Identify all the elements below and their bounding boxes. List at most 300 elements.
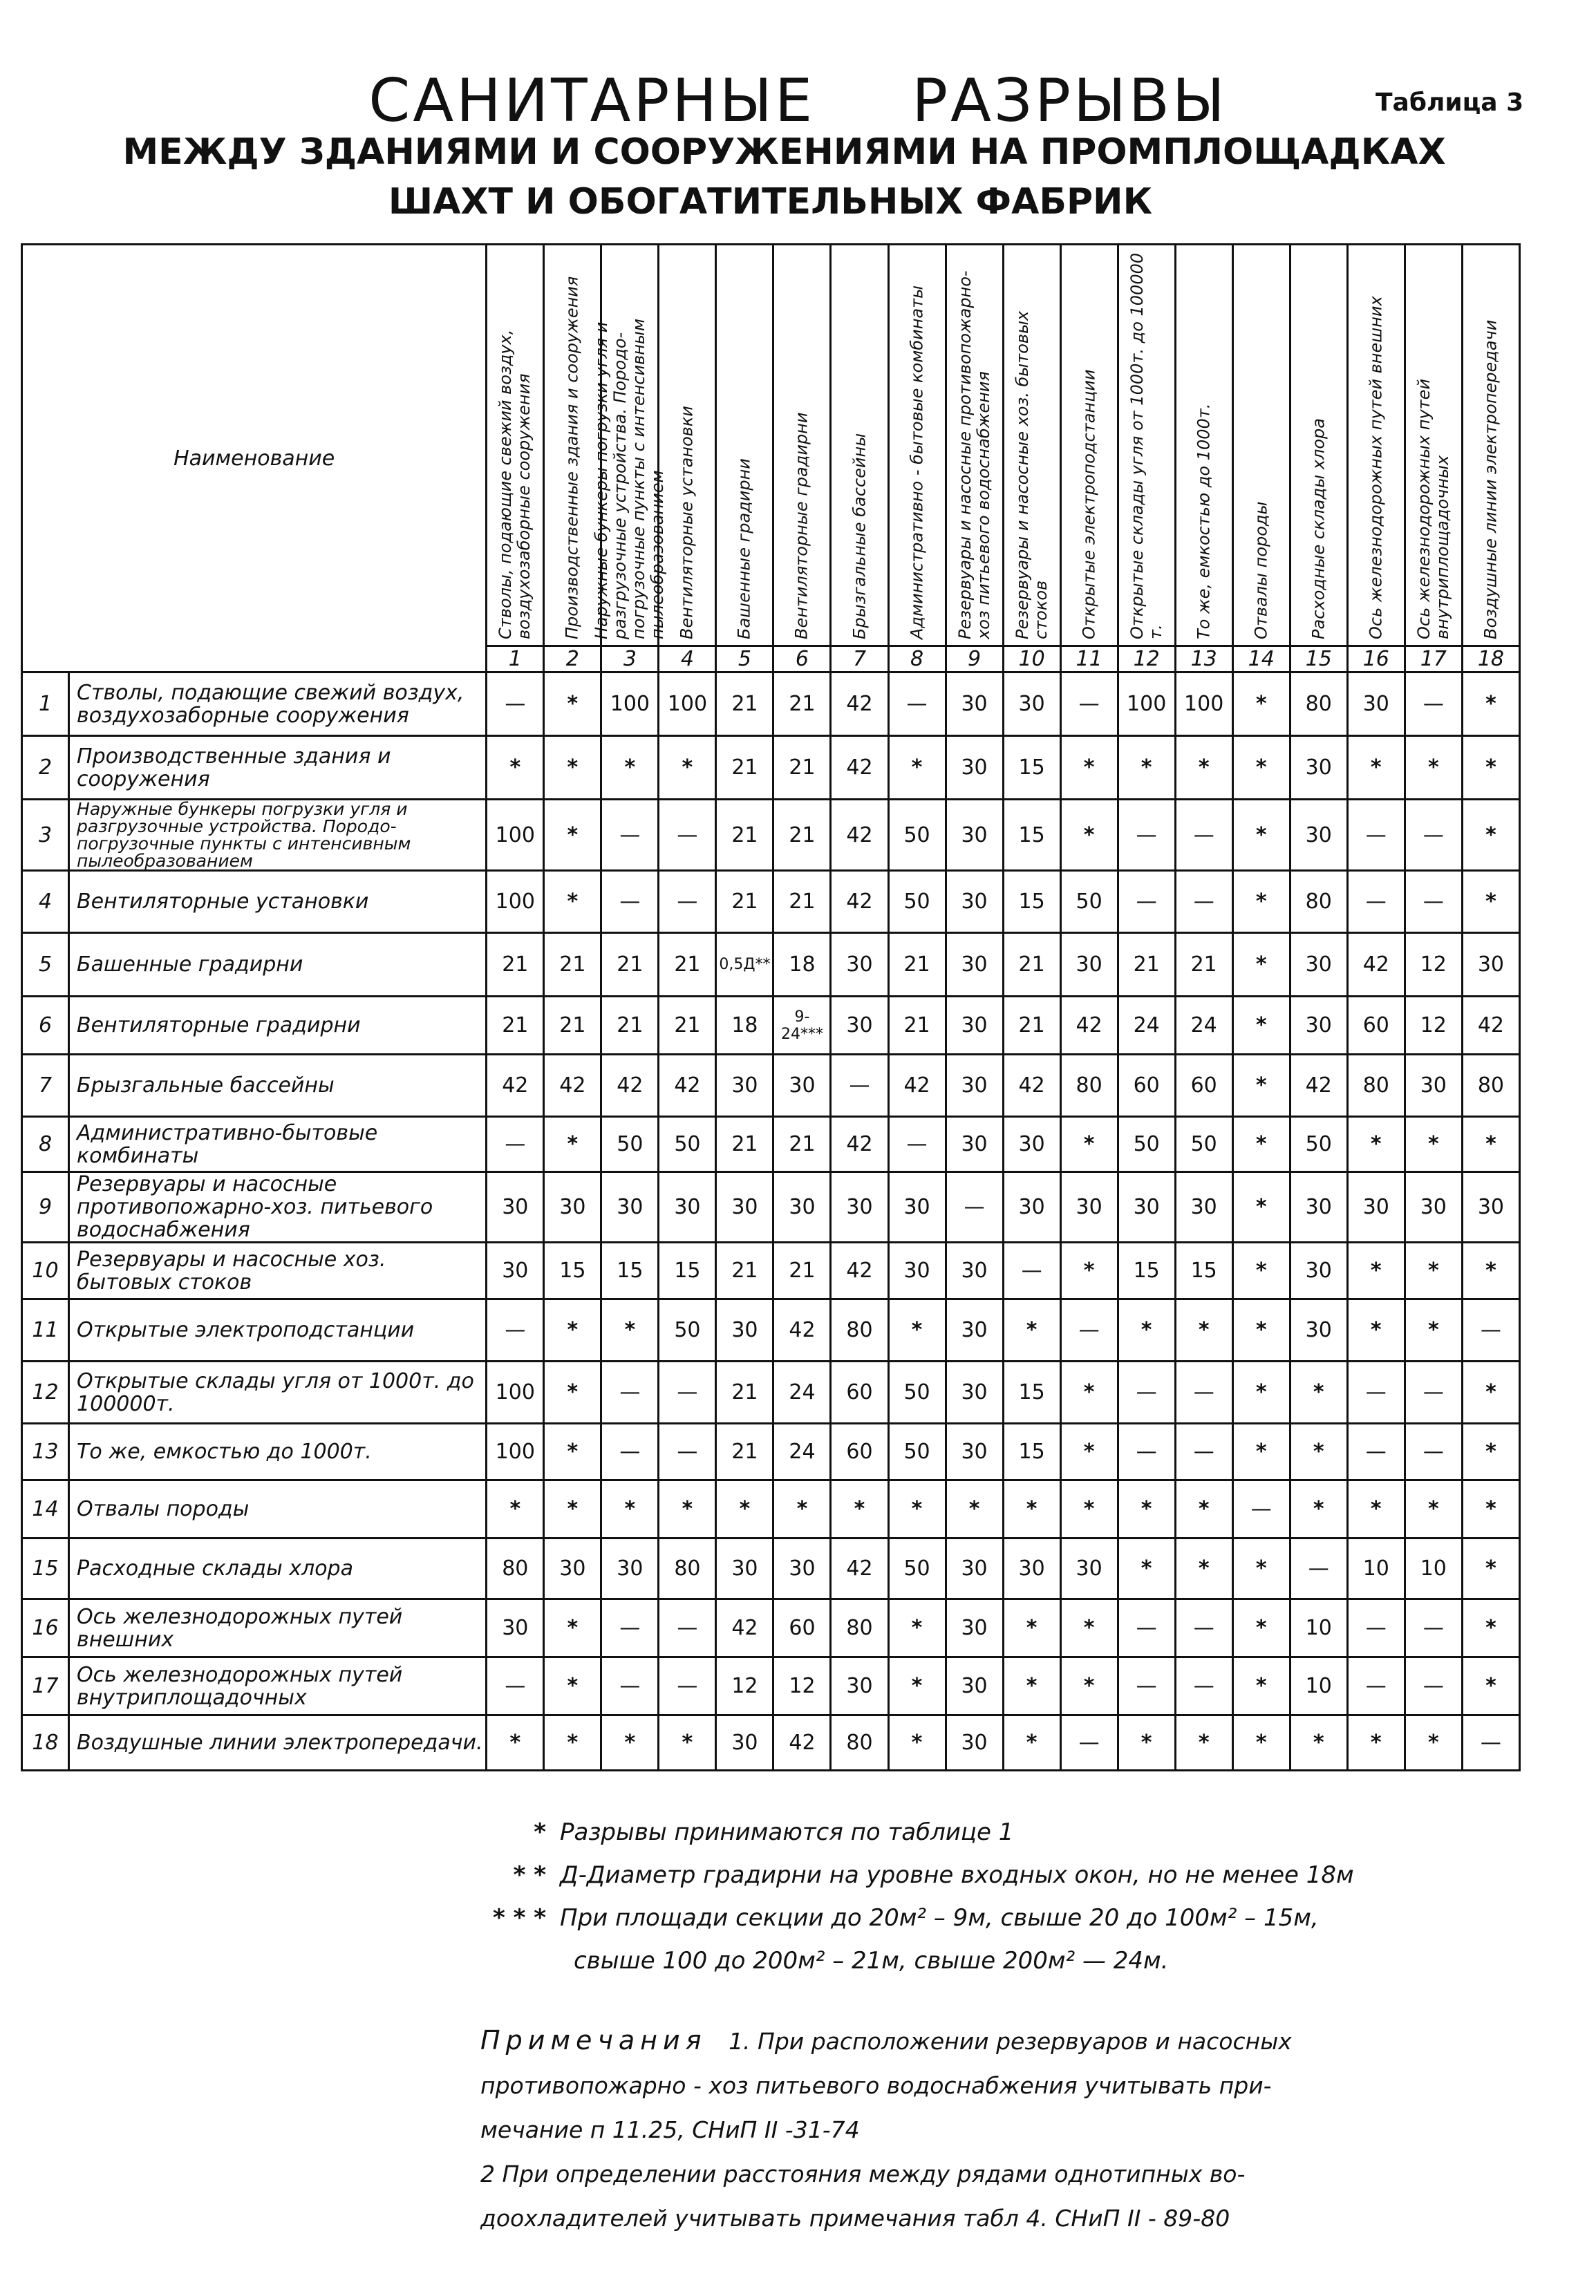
row-name: Брызгальные бассейны <box>69 1055 487 1117</box>
column-header-label: Вентиляторные установки <box>677 406 697 639</box>
table-cell: * <box>888 1715 946 1771</box>
table-cell: * <box>1060 1657 1118 1715</box>
table-cell: * <box>1118 1715 1175 1771</box>
table-cell: — <box>1405 871 1462 933</box>
column-header-label: Резервуары и насосные противопожарно-хоз питьевого водоснабжения <box>955 270 993 639</box>
table-cell: — <box>659 1657 716 1715</box>
table-cell: 30 <box>1290 1299 1347 1362</box>
table-cell: 30 <box>946 1362 1003 1424</box>
table-cell: 42 <box>831 1538 888 1599</box>
column-header-label: Башенные градирни <box>734 458 754 639</box>
table-cell: 21 <box>716 871 773 933</box>
table-cell: 42 <box>831 672 888 736</box>
table-cell: 50 <box>1175 1117 1232 1172</box>
column-number: 16 <box>1347 646 1405 672</box>
table-cell: * <box>1118 1299 1175 1362</box>
row-name: Отвалы породы <box>69 1480 487 1538</box>
remark-line-2: противопожарно - хоз питьевого водоснабжения учитывать при- <box>480 2072 1272 2099</box>
table-cell: * <box>1003 1480 1060 1538</box>
column-number: 12 <box>1118 646 1175 672</box>
table-cell: * <box>659 736 716 800</box>
table-cell: — <box>1462 1715 1519 1771</box>
table-cell: 30 <box>1462 1172 1519 1243</box>
table-cell: * <box>1232 1299 1290 1362</box>
column-header-label: Резервуары и насосные хоз. бытовых стоков <box>1012 310 1051 639</box>
table-cell: 24 <box>1175 997 1232 1055</box>
table-cell: 30 <box>1060 933 1118 997</box>
distance-table <box>21 243 1521 1771</box>
table-cell: — <box>1290 1538 1347 1599</box>
table-cell: * <box>659 1480 716 1538</box>
footnote <box>477 1939 1354 1982</box>
table-cell: 10 <box>1347 1538 1405 1599</box>
table-cell: 30 <box>946 1299 1003 1362</box>
table-cell: 42 <box>831 736 888 800</box>
table-cell: 100 <box>1175 672 1232 736</box>
table-cell: — <box>1405 1657 1462 1715</box>
column-header-label: Административно - бытовые комбинаты <box>907 285 927 639</box>
table-cell: — <box>1347 1599 1405 1657</box>
table-cell: 21 <box>773 736 831 800</box>
column-header-7 <box>831 245 888 646</box>
table-cell: * <box>1232 1362 1290 1424</box>
row-number: 9 <box>22 1172 69 1243</box>
table-cell: * <box>544 1657 601 1715</box>
table-cell: 30 <box>1347 1172 1405 1243</box>
row-number: 12 <box>22 1362 69 1424</box>
table-cell: 15 <box>601 1243 659 1299</box>
table-cell: 30 <box>716 1299 773 1362</box>
table-cell: 60 <box>773 1599 831 1657</box>
table-cell: — <box>1347 800 1405 871</box>
table-cell: — <box>487 1657 544 1715</box>
table-cell: 21 <box>1118 933 1175 997</box>
table-cell: 50 <box>659 1299 716 1362</box>
row-name: То же, емкостью до 1000т. <box>69 1424 487 1480</box>
table-cell: 42 <box>773 1715 831 1771</box>
table-row <box>22 1480 1520 1538</box>
row-name: Открытые склады угля от 1000т. до 100000т. <box>69 1362 487 1424</box>
row-name: Административно-бытовые комбинаты <box>69 1117 487 1172</box>
table-cell: 21 <box>716 1243 773 1299</box>
table-cell: * <box>544 871 601 933</box>
table-cell: 15 <box>544 1243 601 1299</box>
table-cell: 42 <box>659 1055 716 1117</box>
column-header-16 <box>1347 245 1405 646</box>
table-cell: 60 <box>1347 997 1405 1055</box>
table-cell: 21 <box>487 933 544 997</box>
table-cell: * <box>1232 1715 1290 1771</box>
table-cell: * <box>544 1299 601 1362</box>
row-number: 5 <box>22 933 69 997</box>
footnotes <box>477 1811 1354 1982</box>
table-cell: * <box>1175 1715 1232 1771</box>
table-cell: 0,5Д** <box>716 933 773 997</box>
table-cell: — <box>659 871 716 933</box>
column-header-3 <box>592 245 668 646</box>
table-cell: * <box>1232 1599 1290 1657</box>
table-cell: 21 <box>659 997 716 1055</box>
row-number: 18 <box>22 1715 69 1771</box>
table-cell: 42 <box>888 1055 946 1117</box>
table-cell: 30 <box>487 1243 544 1299</box>
table-cell: 30 <box>946 1243 1003 1299</box>
row-number: 8 <box>22 1117 69 1172</box>
table-cell: * <box>1232 672 1290 736</box>
table-cell: 21 <box>716 1424 773 1480</box>
table-row <box>22 736 1520 800</box>
table-cell: 80 <box>1060 1055 1118 1117</box>
table-cell: 42 <box>601 1055 659 1117</box>
table-cell: * <box>1405 1243 1462 1299</box>
table-cell: * <box>1290 1480 1347 1538</box>
table-cell: * <box>487 1715 544 1771</box>
table-cell: * <box>1405 1117 1462 1172</box>
table-cell: * <box>773 1480 831 1538</box>
table-cell: 42 <box>831 1117 888 1172</box>
table-cell: 30 <box>946 1657 1003 1715</box>
column-header-label: Воздушные линии электропередачи <box>1481 319 1501 639</box>
table-cell: * <box>1232 1424 1290 1480</box>
table-cell: 50 <box>888 1362 946 1424</box>
row-number: 2 <box>22 736 69 800</box>
table-cell: * <box>1347 1117 1405 1172</box>
column-header-label: Ось железнодорожных путей внешних <box>1366 296 1386 639</box>
remarks <box>480 2018 1351 2241</box>
table-cell: * <box>544 672 601 736</box>
table-cell: — <box>1060 1299 1118 1362</box>
table-cell: 42 <box>487 1055 544 1117</box>
table-cell: 100 <box>1118 672 1175 736</box>
table-cell: — <box>1405 1362 1462 1424</box>
table-cell: — <box>1232 1480 1290 1538</box>
table-cell: 30 <box>1405 1172 1462 1243</box>
row-number: 4 <box>22 871 69 933</box>
table-cell: 10 <box>1405 1538 1462 1599</box>
table-cell: 30 <box>601 1172 659 1243</box>
table-cell: * <box>1118 736 1175 800</box>
table-cell: 42 <box>716 1599 773 1657</box>
table-cell: 21 <box>888 933 946 997</box>
table-cell: 21 <box>1003 933 1060 997</box>
table-cell: 80 <box>659 1538 716 1599</box>
table-cell: * <box>1003 1657 1060 1715</box>
table-cell: 42 <box>773 1299 831 1362</box>
table-cell: 12 <box>773 1657 831 1715</box>
footnote-marker: * * * <box>492 1904 546 1932</box>
table-cell: 80 <box>1462 1055 1519 1117</box>
table-cell: 30 <box>1405 1055 1462 1117</box>
table-row <box>22 1243 1520 1299</box>
table-cell: 60 <box>831 1362 888 1424</box>
table-cell: 30 <box>946 1424 1003 1480</box>
table-cell: 30 <box>773 1055 831 1117</box>
table-cell: 30 <box>1290 1243 1347 1299</box>
table-cell: — <box>659 800 716 871</box>
table-cell: * <box>1405 1715 1462 1771</box>
table-cell: * <box>1405 736 1462 800</box>
table-cell: * <box>1232 871 1290 933</box>
table-cell: 30 <box>544 1172 601 1243</box>
table-cell: 80 <box>831 1299 888 1362</box>
table-cell: * <box>888 736 946 800</box>
table-cell: 42 <box>831 871 888 933</box>
table-cell: * <box>487 736 544 800</box>
table-cell: 80 <box>1347 1055 1405 1117</box>
table-cell: 21 <box>659 933 716 997</box>
table-cell: 30 <box>946 1538 1003 1599</box>
table-cell: — <box>1060 672 1118 736</box>
subtitle-line-1: МЕЖДУ ЗДАНИЯМИ И СООРУЖЕНИЯМИ НА ПРОМПЛОЩАДКАХ <box>122 131 1446 173</box>
table-cell: 30 <box>716 1172 773 1243</box>
table-cell: — <box>601 800 659 871</box>
table-cell: 50 <box>888 800 946 871</box>
table-cell: * <box>1462 1538 1519 1599</box>
table-cell: 42 <box>1347 933 1405 997</box>
row-name: Башенные градирни <box>69 933 487 997</box>
table-cell: 12 <box>1405 933 1462 997</box>
table-cell: * <box>1347 736 1405 800</box>
table-cell: — <box>1175 800 1232 871</box>
table-cell: * <box>946 1480 1003 1538</box>
column-number: 13 <box>1175 646 1232 672</box>
table-cell: * <box>601 1480 659 1538</box>
table-cell: 30 <box>831 1172 888 1243</box>
table-row <box>22 997 1520 1055</box>
table-cell: 30 <box>1347 672 1405 736</box>
table-cell: 30 <box>946 736 1003 800</box>
row-number: 17 <box>22 1657 69 1715</box>
table-cell: 50 <box>659 1117 716 1172</box>
table-cell: 21 <box>773 871 831 933</box>
table-cell: 30 <box>487 1599 544 1657</box>
table-cell: — <box>1175 1657 1232 1715</box>
row-name: Открытые электроподстанции <box>69 1299 487 1362</box>
row-number: 15 <box>22 1538 69 1599</box>
footnote-text: свыше 100 до 200м² – 21м, свыше 200м² — 24м. <box>574 1947 1169 1975</box>
name-column-header: Наименование <box>22 245 487 672</box>
table-cell: — <box>601 1362 659 1424</box>
table-cell: 18 <box>773 933 831 997</box>
table-cell: 12 <box>716 1657 773 1715</box>
table-cell: 30 <box>946 997 1003 1055</box>
table-cell: — <box>1118 800 1175 871</box>
table-cell: * <box>1175 736 1232 800</box>
column-number: 15 <box>1290 646 1347 672</box>
table-cell: 80 <box>487 1538 544 1599</box>
table-cell: * <box>544 1715 601 1771</box>
table-cell: * <box>1175 1538 1232 1599</box>
table-cell: 30 <box>1060 1172 1118 1243</box>
table-row <box>22 1299 1520 1362</box>
table-cell: 24 <box>773 1362 831 1424</box>
table-cell: 60 <box>1118 1055 1175 1117</box>
table-cell: * <box>1232 1055 1290 1117</box>
table-cell: 30 <box>1290 997 1347 1055</box>
row-name: Ось железнодорожных путей внутриплощадочных <box>69 1657 487 1715</box>
table-cell: * <box>601 736 659 800</box>
column-header-label: Ось железнодорожных путей внутриплощадочных <box>1414 378 1452 639</box>
table-cell: 21 <box>888 997 946 1055</box>
table-cell: * <box>831 1480 888 1538</box>
column-header-label: Расходные склады хлора <box>1308 418 1329 639</box>
table-cell: — <box>1347 1657 1405 1715</box>
page-title <box>0 66 1596 135</box>
table-cell: * <box>1405 1480 1462 1538</box>
column-header-12 <box>1118 245 1175 646</box>
table-cell: 15 <box>659 1243 716 1299</box>
table-cell: * <box>1462 1117 1519 1172</box>
table-cell: 30 <box>946 1599 1003 1657</box>
table-cell: 100 <box>601 672 659 736</box>
row-name: Стволы, подающие свежий воздух, воздухозаборные сооружения <box>69 672 487 736</box>
table-cell: 42 <box>1003 1055 1060 1117</box>
row-name: Вентиляторные градирни <box>69 997 487 1055</box>
table-cell: 100 <box>487 1362 544 1424</box>
table-row <box>22 1599 1520 1657</box>
column-header-4 <box>659 245 716 646</box>
row-name: Воздушные линии электропередачи. <box>69 1715 487 1771</box>
column-header-label: Отвалы породы <box>1251 501 1271 639</box>
table-cell: * <box>1232 1538 1290 1599</box>
table-row <box>22 1172 1520 1243</box>
row-name: Наружные бункеры погрузки угля и разгрузочные устройства. Породо-погрузочные пункты с интенсивным пылеобразованием <box>69 800 487 871</box>
column-header-5 <box>716 245 773 646</box>
column-number: 1 <box>487 646 544 672</box>
remark-line-1: 1. При расположении резервуаров и насосных <box>729 2028 1292 2055</box>
table-cell: 30 <box>1003 672 1060 736</box>
table-cell: * <box>1232 1172 1290 1243</box>
column-header-label: Открытые электроподстанции <box>1079 369 1099 639</box>
table-cell: 24 <box>773 1424 831 1480</box>
table-row <box>22 1117 1520 1172</box>
table-cell: 30 <box>946 933 1003 997</box>
column-header-label: Стволы, подающие свежий воздух, воздухозаборные сооружения <box>496 329 534 639</box>
table-cell: * <box>1175 1299 1232 1362</box>
footnote-text: Д-Диаметр градирни на уровне входных окон, но не менее 18м <box>560 1861 1354 1889</box>
table-cell: 100 <box>487 871 544 933</box>
table-row <box>22 1055 1520 1117</box>
table-cell: — <box>888 1117 946 1172</box>
table-cell: * <box>1118 1480 1175 1538</box>
table-cell: * <box>1060 1480 1118 1538</box>
table-cell: 30 <box>946 800 1003 871</box>
table-cell: 30 <box>888 1243 946 1299</box>
column-header-8 <box>888 245 946 646</box>
table-cell: 30 <box>888 1172 946 1243</box>
table-cell: 15 <box>1003 800 1060 871</box>
table-cell: — <box>1462 1299 1519 1362</box>
table-cell: — <box>1175 1599 1232 1657</box>
table-cell: 50 <box>888 1424 946 1480</box>
table-cell: * <box>1462 871 1519 933</box>
table-label: Таблица 3 <box>1376 88 1524 117</box>
row-number: 16 <box>22 1599 69 1657</box>
table-cell: — <box>1118 1599 1175 1657</box>
table-cell: — <box>659 1362 716 1424</box>
table-cell: * <box>544 1599 601 1657</box>
table-cell: — <box>1118 871 1175 933</box>
column-header-10 <box>1003 245 1060 646</box>
table-cell: * <box>1347 1243 1405 1299</box>
table-cell: 21 <box>773 800 831 871</box>
table-cell: 30 <box>1060 1538 1118 1599</box>
table-cell: * <box>888 1599 946 1657</box>
header-row <box>22 245 1520 646</box>
table-cell: 30 <box>601 1538 659 1599</box>
table-cell: * <box>888 1657 946 1715</box>
table-cell: * <box>1462 800 1519 871</box>
table-cell: — <box>487 1299 544 1362</box>
column-number: 5 <box>716 646 773 672</box>
table-cell: — <box>946 1172 1003 1243</box>
table-cell: 50 <box>1118 1117 1175 1172</box>
footnote <box>477 1897 1354 1939</box>
table-cell: * <box>716 1480 773 1538</box>
table-cell: * <box>1232 800 1290 871</box>
table-cell: * <box>1060 1362 1118 1424</box>
table-cell: — <box>1118 1424 1175 1480</box>
column-header-15 <box>1290 245 1347 646</box>
table-cell: * <box>1118 1538 1175 1599</box>
table-cell: 30 <box>1462 933 1519 997</box>
table-cell: — <box>1347 871 1405 933</box>
column-header-label: Открытые склады угля от 1000т. до 100000 т. <box>1127 252 1165 639</box>
table-cell: * <box>544 1117 601 1172</box>
table-cell: 30 <box>487 1172 544 1243</box>
table-cell: * <box>1232 1657 1290 1715</box>
table-cell: 21 <box>1003 997 1060 1055</box>
table-cell: 21 <box>716 800 773 871</box>
table-cell: 30 <box>1118 1172 1175 1243</box>
table-cell: * <box>601 1299 659 1362</box>
table-cell: * <box>1003 1599 1060 1657</box>
row-number: 11 <box>22 1299 69 1362</box>
table-cell: * <box>544 1480 601 1538</box>
column-number: 9 <box>946 646 1003 672</box>
table-cell: 12 <box>1405 997 1462 1055</box>
table-cell: 15 <box>1118 1243 1175 1299</box>
table-cell: — <box>659 1599 716 1657</box>
table-cell: 42 <box>1462 997 1519 1055</box>
row-number: 6 <box>22 997 69 1055</box>
footnote-marker: * <box>534 1818 546 1846</box>
table-cell: * <box>1405 1299 1462 1362</box>
table-cell: — <box>601 1657 659 1715</box>
table-row <box>22 933 1520 997</box>
table-cell: * <box>544 1362 601 1424</box>
table-cell: 100 <box>659 672 716 736</box>
table-cell: — <box>1175 1362 1232 1424</box>
table-row <box>22 1538 1520 1599</box>
footnote-text: При площади секции до 20м² – 9м, свыше 20 до 100м² – 15м, <box>560 1904 1319 1932</box>
table-cell: 21 <box>716 736 773 800</box>
table-cell: 30 <box>773 1172 831 1243</box>
table-cell: 30 <box>831 997 888 1055</box>
table-row <box>22 1657 1520 1715</box>
table-cell: — <box>1405 1599 1462 1657</box>
table-cell: — <box>1175 1424 1232 1480</box>
table-cell: * <box>1462 1362 1519 1424</box>
table-cell: 80 <box>831 1715 888 1771</box>
table-cell: * <box>1347 1715 1405 1771</box>
row-name: Вентиляторные установки <box>69 871 487 933</box>
table-cell: 42 <box>1060 997 1118 1055</box>
table-cell: — <box>1347 1424 1405 1480</box>
row-name: Резервуары и насосные противопожарно-хоз. питьевого водоснабжения <box>69 1172 487 1243</box>
subtitle-line-2: ШАХТ И ОБОГАТИТЕЛЬНЫХ ФАБРИК <box>388 181 1153 223</box>
column-header-1 <box>487 245 544 646</box>
